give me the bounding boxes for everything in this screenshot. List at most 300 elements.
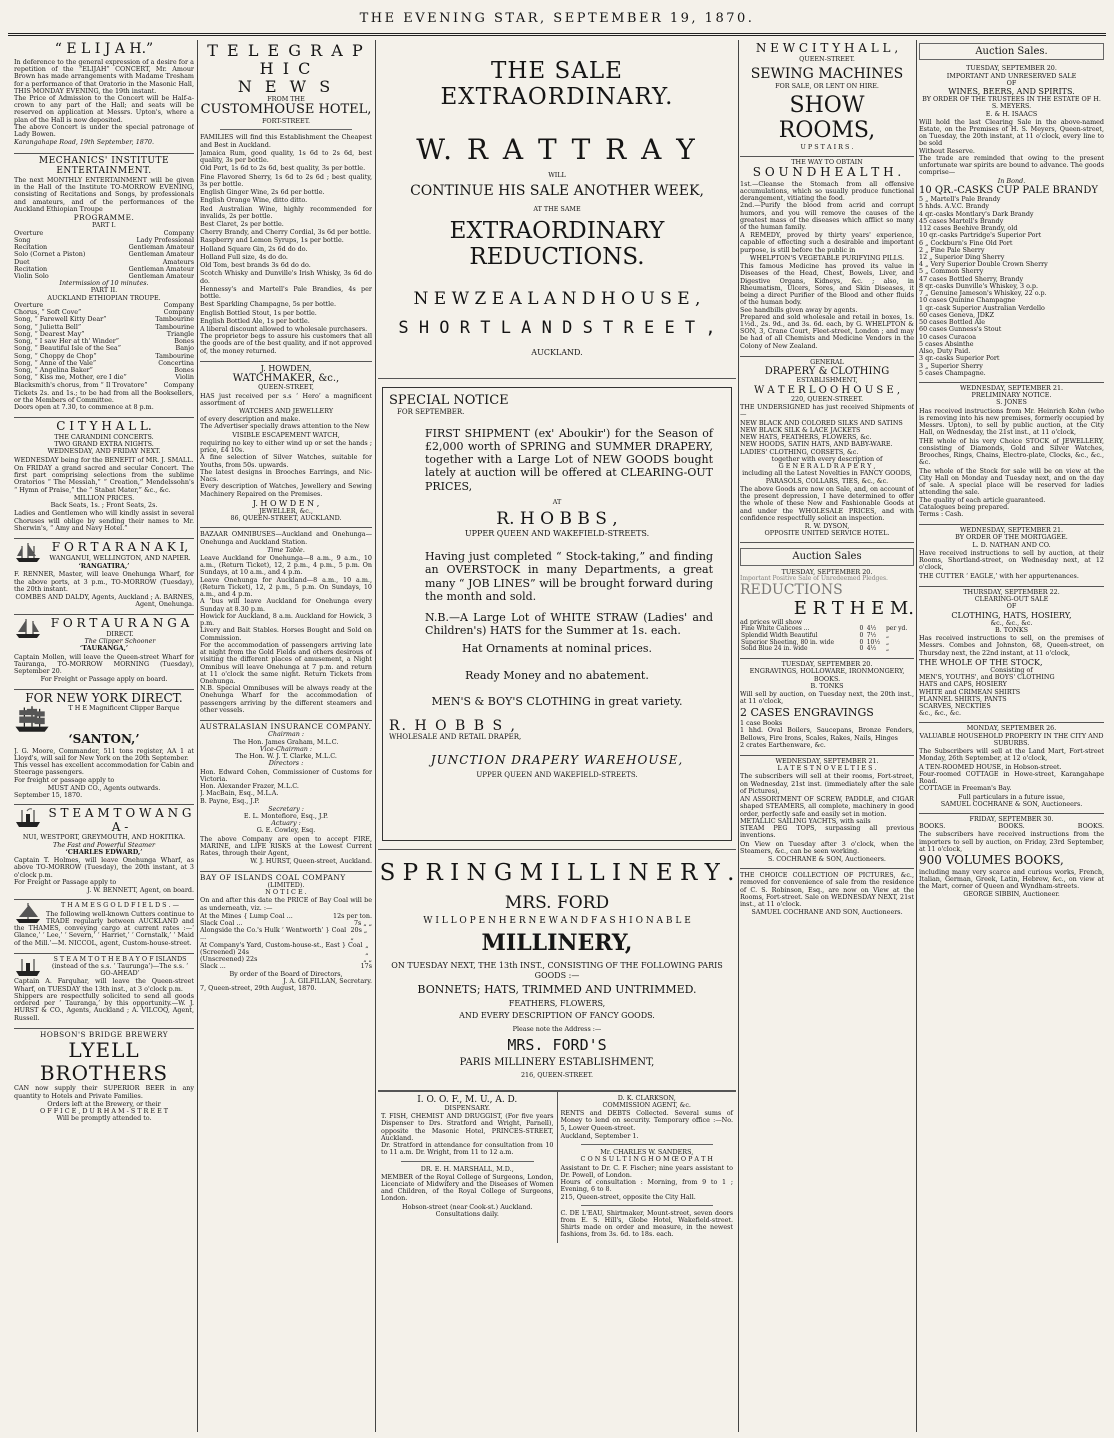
ad-title: F O R T A R A N A K I, xyxy=(51,540,189,555)
ad-headline: CLOTHING, HATS, HOSIERY, xyxy=(951,610,1072,620)
label: Directors : xyxy=(268,759,304,768)
table-cell: 0 xyxy=(859,638,864,646)
wine-line: 5 hhds. A.V.C. Brandy xyxy=(919,202,990,211)
goods-line: NEW HATS, FEATHERS, FLOWERS, &c. xyxy=(740,433,872,442)
sale-date: TUESDAY, SEPTEMBER 20. xyxy=(781,567,873,576)
table-row xyxy=(740,646,914,653)
price-line: English Bottled Ale, 1s per bottle. xyxy=(200,316,310,325)
hobbs-notice-box xyxy=(382,387,732,841)
table-cell: Splendid Width Beautiful xyxy=(741,631,818,639)
ad-text: MRS. FORD'S xyxy=(507,1036,607,1055)
divider xyxy=(220,129,352,130)
ad-text: GENERAL xyxy=(810,357,844,366)
item-name: Alongside the Co.'s Hulk ‘ Wentworth’ } Coal ... xyxy=(200,926,347,942)
price-list xyxy=(200,150,372,325)
ship-name: ‘TAURANGA,’ xyxy=(79,644,129,653)
ad-title: MECHANICS' INSTITUTE ENTERTAINMENT. xyxy=(38,155,170,176)
item-name: Song, “ Beautiful Isle of the Sea” xyxy=(14,344,122,353)
programme-part-2 xyxy=(14,302,194,389)
store-street: S H O R T L A N D S T R E E T , xyxy=(398,318,716,339)
column-4 xyxy=(740,40,914,1432)
ad-body: C. DE L'EAU, Shirtmaker, Mount-street, seven doors from E. S. Hill's, Globe Hotel, Wakefield-street. Shirts made on order and measure, in the newest fashions, from 3s. 6d. to 18s. each. xyxy=(560,1208,733,1239)
item-name: Duet xyxy=(14,257,30,266)
ad-title: S T E A M T O W A N G A - xyxy=(48,806,192,834)
wine-line: 4 „ Very Superior Double Crown Sherry xyxy=(919,260,1048,269)
books-word: BOOKS. xyxy=(919,822,946,831)
item-value: Banjo xyxy=(175,344,194,353)
warehouse-name: JUNCTION DRAPERY WAREHOUSE, xyxy=(430,753,684,768)
ad-body: Will hold the last Clearing Sale in the above-named Estate, on the Premises of H. S. Meyers, Queen-street, on Tuesday, the 20th instant, at 11 o'clock, every line to be sold Without Reserve. The trade are reminded that owing to the present unfortunate war spirits are bound to advance. The goods comprise— xyxy=(919,117,1104,177)
label: Vice-Chairman : xyxy=(259,744,313,753)
ad-signature: J. A. GILFILLAN, Secretary. xyxy=(283,976,372,985)
ad-body: ON TUESDAY NEXT, THE 13th INST., CONSISTING OF THE FOLLOWING PARIS GOODS :— xyxy=(391,961,723,980)
table-cell: 10½ xyxy=(866,638,881,646)
ad-body: THE whole of his very Choice STOCK of JEWELLERY, consisting of Diamonds, Gold and Silver Watches, Brooches, Rings, Chains, Electro-plate, Clocks, &c., &c., &c. xyxy=(919,436,1104,467)
wine-line: 50 cases Bottled Ale xyxy=(919,318,985,327)
ad-title: ENGRAVINGS, HOLLOWARE, IRONMONGERY, BOOKS. xyxy=(749,667,905,683)
ad-subtitle: COMMISSION AGENT, &c. xyxy=(602,1100,691,1109)
item-value: 7s „ „ xyxy=(353,919,372,928)
ad-headline: 2 CASES ENGRAVINGS xyxy=(740,705,874,719)
item-name: (Unscreened) 22s xyxy=(200,955,258,964)
divider xyxy=(581,1144,714,1145)
price-line: Fine Flavored Sherry, 1s 6d to 2s 6d ; best quality, 3s per bottle. xyxy=(200,172,372,188)
item-value: 17s xyxy=(360,962,372,971)
wine-line: 3 qr.-casks Superior Port xyxy=(919,354,1000,363)
new-york-ad xyxy=(14,690,194,806)
ad-body: T. FISH, CHEMIST AND DRUGGIST, (For five years Dispenser to Drs. Stratford and Wright, Parnell), opposite the Masonic Hotel, PRINCES-STREET, Auckland. Dr. Stratford in attendance for consultation from 10 to 11 a.m. Dr. Wright, from 11 to 12 a.m. xyxy=(381,1112,554,1157)
item-name: Song, “ I saw Her at th' Winder” xyxy=(14,337,120,346)
clothing-sale-ad xyxy=(919,587,1104,724)
ad-address: 220, QUEEN-STREET. xyxy=(790,395,864,404)
ad-body: The next MONTHLY ENTERTAINMENT will be given in the Hall of the Institute TO-MORROW EVENING, consisting of Recitations and Songs, by professionals and amateurs, and of the performances of the Auckland Ethiopian Troupe xyxy=(14,175,194,213)
ad-body: In deference to the general expression of a desire for a repetition of the “ELIJAH” CONCERT, Mr. Amour Brown has made arrangements with Madame Tresham for a performance of that Oratorio in the Masonic Hall, THIS MONDAY EVENING, the 19th instant. The Price of Admission to the Concert will be Half-a-crown to any part of the Hall; and seats will be reserved on application at Messrs. Upton's, where a plan of the Hall is now deposited. The above Concert is under the special patronage of Lady Bowen. xyxy=(14,57,194,139)
ad-subtitle: WEDNESDAY, AND FRIDAY NEXT. xyxy=(47,447,161,456)
latest-novelties-ad xyxy=(740,756,914,869)
ad-text: AND EVERY DESCRIPTION OF FANCY GOODS. xyxy=(459,1011,655,1020)
coal-price-table xyxy=(200,913,372,971)
ad-body: The whole of the Stock for sale will be on view at the City Hall on Monday and Tuesday next, and on the day of sale. A special place will be reserved for ladies attending the sale. The quality of each article guaranteed. Catalogues being prepared. Terms : Cash. xyxy=(919,466,1104,518)
wine-line: 47 cases Bottled Sherry, Brandy xyxy=(919,274,1024,283)
ad-text: By order of the Board of Directors, xyxy=(229,969,343,978)
wine-line: Also, Duty Paid. xyxy=(919,347,971,356)
city-hall-concerts-ad xyxy=(14,418,194,539)
section-heading: Auction Sales. xyxy=(919,43,1104,60)
table-cell: „ xyxy=(885,631,890,639)
ad-body: Have received instructions to sell by auction, at their Rooms, Shortland-street, on Wednesday next, at 12 o'clock, xyxy=(919,548,1104,572)
mechanics-ad xyxy=(14,154,194,419)
ship-icon xyxy=(14,617,42,639)
ad-headline: SHOW ROOMS, xyxy=(778,92,876,143)
stock-line: &c., &c., &c. xyxy=(919,709,962,718)
item-value: 20s „ „ xyxy=(350,926,368,942)
item-value: Company xyxy=(163,300,194,309)
label: Actuary : xyxy=(271,819,301,828)
ad-text: O F F I C E , D U R H A M - S T R E E T xyxy=(39,1106,169,1115)
pictures-sale-ad xyxy=(740,869,914,921)
ad-desc: The Clipper Schooner xyxy=(84,637,156,646)
thames-goldfields-ad xyxy=(14,900,194,953)
ad-title: DRAPERY & CLOTHING xyxy=(764,366,890,378)
ad-body: On View on Tuesday after 3 o'clock, when the Steamers, &c., can be seen working. xyxy=(740,839,914,855)
ad-body: A TEN-ROOMED HOUSE, in Hobson-street. Four-roomed COTTAGE in Howe-street, Karangahape Road. COTTAGE in Freeman's Bay. xyxy=(919,762,1104,793)
item-name: Violin Solo xyxy=(14,271,49,280)
ad-subtitle: Time Table. xyxy=(267,545,305,554)
section-heading: Auction Sales xyxy=(740,548,914,565)
ad-title: VALUABLE HOUSEHOLD PROPERTY IN THE CITY AND SUBURBS. xyxy=(919,731,1104,747)
ad-text: VISIBLE ESCAPEMENT WATCH, xyxy=(232,430,340,439)
store-town: AUCKLAND. xyxy=(531,348,583,358)
ship-icon xyxy=(14,705,50,733)
ad-headline: WINES, BEERS, AND SPIRITS. xyxy=(948,87,1075,96)
ship-name: ‘RANGATIRA,’ xyxy=(78,562,130,571)
auctioneer: S. JONES xyxy=(996,398,1027,407)
steamer-icon xyxy=(14,807,42,829)
ad-subtitle: WATCHMAKER, &c., xyxy=(232,372,340,384)
ad-body: Has received instructions from Mr. Heinrich Kohn (who is removing into his new premises, formerly occupied by Messrs. Upton), to sell by public auction, at the City Hall, on Wednesday, the 21st inst., at 11 o'clock, xyxy=(919,406,1104,437)
ad-title: HOBSON'S BRIDGE BREWERY xyxy=(39,1029,169,1039)
books-heading xyxy=(919,823,1104,830)
part-heading: PART II. xyxy=(90,286,118,295)
ad-signature: R. W. DYSON, xyxy=(804,522,850,530)
insurance-ad xyxy=(200,721,372,871)
ad-title: BY ORDER OF THE MORTGAGEE. xyxy=(955,533,1068,542)
item-value: Gentleman Amateur xyxy=(128,264,194,273)
ad-title: F O R T A U R A N G A xyxy=(50,616,190,631)
ad-text: WATCHES AND JEWELLERY xyxy=(238,406,334,415)
sound-health-ad xyxy=(740,157,914,357)
item-value: Amateurs xyxy=(162,257,194,266)
small-ads-row xyxy=(378,1091,736,1243)
wine-line: 10 cases Curacoa xyxy=(919,332,977,341)
ad-body: Having just completed “ Stock-taking,” and finding an OVERSTOCK in many Departments, a great many “ JOB LINES” will be brought forward during the month and sold. xyxy=(425,550,713,603)
ad-title: THE WAY TO OBTAIN xyxy=(791,157,863,166)
item-value: Company xyxy=(163,228,194,237)
ad-headline: 900 VOLUMES BOOKS, xyxy=(919,853,1064,868)
wine-line: 1 qr.-cask Superior Australian Verdello xyxy=(919,303,1045,312)
ad-body: Assistant to Dr. C. F. Fischer; nine years assistant to Dr. Powell, of London. Hours of consultation : Morning, from 9 to 1 ; Evening, 6 to 8. 215, Queen-street, opposite the City Hall. xyxy=(560,1163,733,1201)
auctioneer: SAMUEL COCHRANE AND SON, Auctioneers. xyxy=(751,908,903,917)
ad-body: On and after this date the PRICE of Bay Coal will be as underneath, viz. :— xyxy=(200,896,372,912)
ad-body: F. RENNER, Master, will leave Onehunga Wharf, for the above ports, at 3 p.m., TO-MORROW (Tuesday), the 20th instant. xyxy=(14,570,194,593)
item-name: Song, “ Angelina Baker” xyxy=(14,366,93,375)
ad-body: The subscribers will sell at their rooms, Fort-street, on Wednesday, 21st inst. (immediately after the sale of Pictures), xyxy=(740,772,914,795)
ad-footer: Tickets 2s. and 1s.; to be had from all the Booksellers, or the Members of Committee. Doors open at 7.30, to commence at 8 p.m. xyxy=(14,388,194,412)
intermission: Intermission of 10 minutes. xyxy=(59,279,149,288)
ad-text: FORT-STREET. xyxy=(261,117,311,126)
ad-subtitle: C O N S U L T I N G H O M Œ O P A T H xyxy=(580,1155,713,1164)
sale-date: TUESDAY, SEPTEMBER 20. xyxy=(781,660,873,669)
ad-text: Full particulars in a future issue, xyxy=(958,792,1065,801)
ad-body: HAS just received per s.s ‘ Hero’ a magnificent assortment of xyxy=(200,391,372,407)
value: Hon. Edward Cohen, Commissioner of Customs for Victoria. Hon. Alexander Frazer, M.L.C. J. MacBain, Esq., M.L.A. B. Payne, Esq., J.P. xyxy=(200,767,372,805)
ad-text: AT xyxy=(552,497,562,506)
store-name: N E W Z E A L A N D H O U S E , xyxy=(413,288,701,309)
ad-text: MEN'S & BOY'S CLOTHING in great variety. xyxy=(431,695,683,709)
store-name: W A T E R L O O H O U S E , xyxy=(753,384,901,396)
table-cell: 4½ xyxy=(866,625,877,633)
item-value: 12s per ton. xyxy=(333,911,372,920)
ship-name: ‘SANTON,’ xyxy=(68,732,140,747)
ad-date: Auckland, September 1. xyxy=(560,1131,639,1140)
ad-text: Consultations daily. xyxy=(435,1209,499,1218)
coal-price-row xyxy=(200,927,372,941)
ad-body: The following well-known Cutters continue to TRADE regularly between AUCKLAND and the THAMES, conveying cargo at current rates :—‘ Glance,’ ‘ Lee,’ ‘ Severn,’ ‘ Harriet,’ ‘ Cornstalk,’ ‘ Maid of the Mill.’—M. NICCOL, agent, Custom-house-street. xyxy=(14,909,194,947)
wanganui-steam-ad xyxy=(14,805,194,900)
item-value: Triangle xyxy=(166,329,194,338)
sale-date: WEDNESDAY, SEPTEMBER 21. xyxy=(775,756,879,765)
ad-body: On FRIDAY a grand sacred and secular Concert. The first part comprising selections from the sublime Oratorios “ The Messiah,” “ Creation,” Mendelssohn's “ Hymn of Praise,” the “ Stabat Mater,” &c., &c. xyxy=(14,463,194,494)
item-name: Song, “ Dearest May” xyxy=(14,329,85,338)
ad-body: The Subscribers will sell at the Land Mart, Fort-street Monday, 26th September, at 12 o'clock, xyxy=(919,747,1104,763)
wine-line: 2 „ Fine Pale Sherry xyxy=(919,245,985,254)
ad-text: FEATHERS, FLOWERS, xyxy=(508,998,606,1008)
ad-subtitle: NUI, WESTPORT, GREYMOUTH, AND HOKITIKA. xyxy=(22,833,186,842)
ad-title: BAZAAR OMNIBUSES—Auckland and Onehunga—Onehunga and Auckland Station. xyxy=(200,530,372,546)
stock-line: WHITE and CRIMEAN SHIRTS xyxy=(919,687,1021,696)
table-cell: „ xyxy=(885,638,890,646)
ad-title: T H A M E S G O L D F I E L D S . — xyxy=(60,901,180,910)
ad-body: RENTS and DEBTS Collected. Several sums of Money to lend on security. Temporary office :—No. 5, Lower Queen-street. xyxy=(560,1109,733,1132)
spring-millinery-ad xyxy=(378,849,736,1090)
table-cell: 0 xyxy=(859,631,864,639)
goods-line: LADIES' CLOTHING, CORSETS, &c. xyxy=(740,447,859,456)
item-name: Slack Coal ... xyxy=(200,919,243,928)
masthead xyxy=(0,0,1114,38)
wine-line: 5 „ Common Sherry xyxy=(919,267,984,276)
price-line: Holland Full size, 4s do do. xyxy=(200,252,288,261)
faded-headline: REDUCTIONS xyxy=(740,581,843,598)
item-name: Recitation xyxy=(14,264,48,273)
ad-text: QUEEN-STREET. xyxy=(799,54,855,63)
ad-agent: MUST AND CO., Agents outwards. xyxy=(47,783,161,792)
fabric-price-table xyxy=(740,626,914,653)
item-name: Overture xyxy=(14,300,44,309)
wine-list xyxy=(919,196,1104,377)
table-cell: Superior Sheeting, 80 in. wide xyxy=(741,638,835,646)
item-value: Tambourine xyxy=(155,322,194,331)
household-property-sale-ad xyxy=(919,723,1104,814)
ad-title: DR. E. H. MARSHALL, M.D., xyxy=(420,1164,514,1173)
ad-text: Consisting of xyxy=(990,665,1033,674)
ad-body: requiring no key to either wind up or set the hands ; price, £4 10s. A fine selection of Silver Watches, suitable for Youths, from 50s. upwards. The latest designs in Brooches Earrings, and Nic-Nacs. Every description of Watches, Jewellery and Sewing Machinery Repaired on the Premises. xyxy=(200,438,372,498)
ad-text: W I L L O P E N H E R N E W A N D F A S H I O N A B L E xyxy=(423,916,691,927)
column-rule xyxy=(197,40,198,1432)
item-name: Song, “ Julietta Bell” xyxy=(14,322,82,331)
stock-line: HATS and CAPS, HOSIERY xyxy=(919,680,1007,689)
ad-body: of every description and make. The Advertiser specially draws attention to the New xyxy=(200,415,370,431)
ad-text: Orders left at the Brewery, or their xyxy=(47,1099,161,1108)
price-line: English Orange Wine, ditto ditto. xyxy=(200,196,308,205)
ad-text: FROM THE xyxy=(267,95,305,104)
column-5 xyxy=(919,40,1104,1432)
ad-text: WILL xyxy=(548,170,566,179)
wine-line: 7 „ Genuine Jameson's Whiskey, 22 o.p. xyxy=(919,289,1047,298)
item-name: Song, “ Anne of the Vale” xyxy=(14,358,97,367)
item-value: Bones xyxy=(174,366,194,375)
ship-icon xyxy=(14,541,42,563)
wine-line: 5 cases Champagne. xyxy=(919,368,986,377)
ad-body: J. G. Moore, Commander, 511 tons register, AA 1 at Lloyd's, will sail for New York on the 20th September. This vessel has excellent accommodation for Cabin and Steerage passengers. For freight or passage apply to xyxy=(14,746,194,784)
item-name: Solo (Cornet a Piston) xyxy=(14,250,86,259)
item-name: Recitation xyxy=(14,243,48,252)
masthead-title: THE EVENING STAR, SEPTEMBER 19, 1870. xyxy=(359,11,755,26)
ad-text: OPPOSITE UNITED SERVICE HOTEL. xyxy=(764,529,890,538)
ad-text: FOR SALE, OR LENT ON HIRE. xyxy=(775,81,879,90)
faded-text: Important Positive Sale of Unredeemed Pledges. xyxy=(740,575,888,582)
ad-text: QUEEN-STREET, xyxy=(258,383,314,392)
ad-body: A REMEDY, proved by thirty years' experience, capable of effecting such a desirable and important purpose, is still before the public in xyxy=(740,231,914,254)
divider xyxy=(581,1205,714,1206)
item-value: Gentleman Amateur xyxy=(128,243,194,252)
ad-body: The above Goods are now on Sale, and, on account of the present depression, I have determined to offer the whole of these New and Fashionable Goods at and under the WHOLESALE PRICES, and with confidence respectfully solicit an inspection. xyxy=(740,484,914,522)
ad-headline: EXTRAORDINARY REDUCTIONS. xyxy=(449,217,665,270)
ad-body: The above Company are open to accept FIRE, MARINE, and LIFE RISKS at the Lowest Current Rates, through their Agent, xyxy=(200,834,372,858)
ad-title: FOR NEW YORK DIRECT. xyxy=(25,690,183,705)
programme-heading: PROGRAMME. xyxy=(73,213,135,223)
ad-title: D. K. CLARKSON, xyxy=(617,1093,676,1102)
column-rule xyxy=(916,40,917,1432)
ad-intro: FAMILIES will find this Establishment the Cheapest and Best in Auckland. xyxy=(200,133,372,149)
ad-body: THE UNDERSIGNED has just received Shipments of— xyxy=(740,403,914,419)
ad-headline: S O U N D H E A L T H . xyxy=(752,165,902,180)
column-rule xyxy=(375,40,376,1432)
merchant-name: MRS. FORD xyxy=(504,893,610,914)
item-value: Company xyxy=(163,380,194,389)
ad-title: L A T E S T N O V E L T I E S . xyxy=(777,764,877,773)
auctioneer: GEORGE SIBBIN, Auctioneer. xyxy=(963,890,1060,899)
ad-subtitle: Back Seats, 1s. ; Front Seats, 2s. xyxy=(50,501,158,510)
taranaki-ad xyxy=(14,539,194,615)
goods-line: NEW BLACK SILK & LACE JACKETS xyxy=(740,425,861,434)
item-name: At Company's Yard, Custom-house-st., East } Coal (Screened) 24s xyxy=(200,940,363,956)
ad-title: C I T Y H A L L. xyxy=(56,419,152,434)
coal-price-row xyxy=(200,942,372,956)
ad-title: CLEARING-OUT SALE xyxy=(974,595,1049,604)
wine-line: 60 cases Gunness's Stout xyxy=(919,325,1002,334)
ad-text: OF xyxy=(1006,602,1017,611)
stock-list xyxy=(919,674,1104,717)
item-value: Bones xyxy=(174,337,194,346)
brewer-name: LYELL BROTHERS xyxy=(39,1038,169,1085)
wine-line: 45 cases Martell's Brandy xyxy=(919,216,1004,225)
wine-line: 12 „ Superior Ding Sherry xyxy=(919,253,1005,262)
ad-title: “ E L I J A H.” xyxy=(54,41,154,57)
item-name: Blacksmith's chorus, from “ Il Trovatore” xyxy=(14,380,148,389)
ad-body: THE CHOICE COLLECTION OF PICTURES, &c., removed for convenience of sale from the residence of C. S. Robinson, Esq., are now on View at the Rooms, Fort-street. Sale on WEDNESDAY NEXT, 21st inst., at 11 o'clock. xyxy=(740,871,914,909)
item-name: Song, “ Farewell Kitty Dear” xyxy=(14,315,107,324)
wine-line: 3 „ Superior Sherry xyxy=(919,361,983,370)
sale-date: WEDNESDAY, SEPTEMBER 21. xyxy=(959,526,1064,535)
item-name: Song, “ Choppy de Chop” xyxy=(14,351,97,360)
ad-headline: SEWING MACHINES xyxy=(750,65,904,82)
ad-body: The subscribers have received instructions from the importers to sell by auction, on Friday, 23rd September, at 11 o'clock, xyxy=(919,830,1104,853)
item-value: Tambourine xyxy=(155,351,194,360)
ad-body: 1st.—Cleanse the Stomach from all offensive accumulations, which so usually produce functional derangement, vitiating the food. 2nd.—Purify the blood from acrid and corrupt humors, and you will remove the causes of the greatest mass of the diseases which afflict so many of the human family. xyxy=(740,179,914,231)
books-sale-ad xyxy=(919,814,1104,904)
telegraphic-news-ad xyxy=(200,40,372,362)
price-line: English Ginger Wine, 2s 6d per bottle. xyxy=(200,188,325,197)
brewery-ad xyxy=(14,1029,194,1128)
sale-date: TUESDAY, SEPTEMBER 20. xyxy=(966,64,1057,73)
item-value: Concertina xyxy=(158,358,194,367)
price-line: Scotch Whisky and Dunville's Irish Whisky, 3s 6d do do. xyxy=(200,269,372,285)
howden-ad xyxy=(200,362,372,528)
ad-body: AN ASSORTMENT OF SCREW, PADDLE, and CIGAR shaped STEAMERS, all complete, machinery in good order, perfectly safe and easily set in motion. METALLIC SAILING YACHTS, with sails STEAM PEG TOPS, surpassing all previous inventions. xyxy=(740,795,914,840)
ad-title: BAY OF ISLANDS COAL COMPANY xyxy=(200,872,346,882)
ad-title: S T E A M T O T H E B A Y O F ISLANDS (instead of the s.s. ‘ Taurunga’)—The s.s. ‘ GO-AHEAD’ xyxy=(51,954,189,978)
ad-title: PRELIMINARY NOTICE. xyxy=(971,391,1052,400)
item-value: Gentleman Amateur xyxy=(128,271,194,280)
ad-headline: E R T H E M. xyxy=(793,597,914,619)
ad-subtitle: FOR SEPTEMBER. xyxy=(397,407,465,416)
wine-line: 5 cases Absinthe xyxy=(919,339,974,348)
ad-body: Will sell by auction, on Tuesday next, the 20th inst., at 11 o'clock, xyxy=(740,690,914,706)
ad-body: Captain T. Holmes, will leave Onehunga Wharf, as above TO-MORROW (Tuesday), the 20th instant, at 3 o'clock p.m. For Freight or Passage apply to xyxy=(14,856,194,886)
books-word: BOOKS. xyxy=(1077,822,1104,831)
ad-subtitle: WANGANUI, WELLINGTON, AND NAPIER. xyxy=(49,553,191,562)
ad-body: FIRST SHIPMENT (ex' Aboukir') for the Season of £2,000 worth of SPRING and SUMMER DRAPERY, together with a Large Lot of NEW GOODS bought lately at auction will be offered at CLEARING-OUT PRICES, xyxy=(425,426,713,493)
ad-desc: T H E Magnificent Clipper Barque xyxy=(68,704,180,713)
wine-line: 5 „ Martell's Pale Brandy xyxy=(919,195,1001,204)
wine-line: 10 cases Quinine Champagne xyxy=(919,296,1016,305)
steamer-icon xyxy=(14,956,42,978)
programme-item xyxy=(14,382,194,389)
ad-text: JEWELLER, &c., xyxy=(259,506,313,515)
ad-text: Ready Money and no abatement. xyxy=(465,668,649,682)
table-cell: 0 xyxy=(859,625,864,633)
ad-subtitle: N O T I C E . xyxy=(265,888,307,897)
divider xyxy=(401,1161,534,1162)
ad-body: Has received instructions to sell, on the premises of Messrs. Combes and Johnston, 68, Queen-street, on Thursday next, the 22nd instant, at 11 o'clock, xyxy=(919,634,1104,657)
coal-company-ad xyxy=(200,872,372,998)
bay-of-islands-steam-ad xyxy=(14,954,194,1029)
auctioneer: E. & H. ISAACS xyxy=(985,109,1038,118)
wine-line: 112 cases Beehive Brandy, old xyxy=(919,224,1018,233)
wine-line: 10 qr.-casks Partridge's Superior Port xyxy=(919,231,1042,240)
goods-list xyxy=(740,420,914,456)
price-line: Hennessy's and Martell's Pale Brandies, 4s per bottle. xyxy=(200,284,372,301)
ad-text: WHOLESALE AND RETAIL DRAPER, xyxy=(389,733,522,742)
ad-date: September 15, 1870. xyxy=(14,791,83,800)
part-heading: PART I. xyxy=(92,221,116,230)
item-name: Chorus, “ Soft Cove” xyxy=(14,308,82,317)
ad-text: ESTABLISHMENT, xyxy=(796,376,858,385)
ad-agent: W. J. HURST, Queen-street, Auckland. xyxy=(250,857,372,866)
ad-text: ad prices will show xyxy=(740,617,803,626)
ad-title: AUSTRALASIAN INSURANCE COMPANY. xyxy=(200,722,372,732)
ad-title: THE SALE EXTRAORDINARY. xyxy=(440,58,674,110)
price-line: Jamaica Rum, good quality, 1s 6d to 2s 6d, best quality, 3s per bottle. xyxy=(200,148,372,165)
table-cell: 0 xyxy=(859,645,864,653)
sale-date: FRIDAY, SEPTEMBER 30. xyxy=(969,815,1054,824)
item-name: Slack ... xyxy=(200,962,226,971)
auction-sales-column-4 xyxy=(740,543,914,659)
ad-subtitle: DIRECT. xyxy=(106,629,134,638)
ad-title: Mr. CHARLES W. SANDERS, xyxy=(600,1148,694,1157)
ad-body: WEDNESDAY being for the BENEFIT of MR. J. SMALL. xyxy=(14,455,194,464)
column-1 xyxy=(14,40,194,1432)
ad-text: In Bond. xyxy=(997,176,1026,185)
ad-body: Captain Mollen, will leave the Queen-street Wharf for Tauranga, TO-MORROW MORNING (Tuesday), September 20. xyxy=(14,652,194,676)
ad-text: U P S T A I R S . xyxy=(800,142,854,151)
ad-body: including many very scarce and curious works, French, Italian, German, Greek, Latin, Hebrew, &c., on view at the Mart, corner of Queen and Wyndham-streets. xyxy=(919,867,1104,891)
sale-date: MONDAY, SEPTEMBER 26. xyxy=(966,724,1057,733)
masthead-rule xyxy=(8,33,1106,36)
elijah-ad xyxy=(14,40,194,154)
column-2 xyxy=(200,40,372,1432)
ad-subtitle: MILLION PRICES. xyxy=(73,493,135,502)
